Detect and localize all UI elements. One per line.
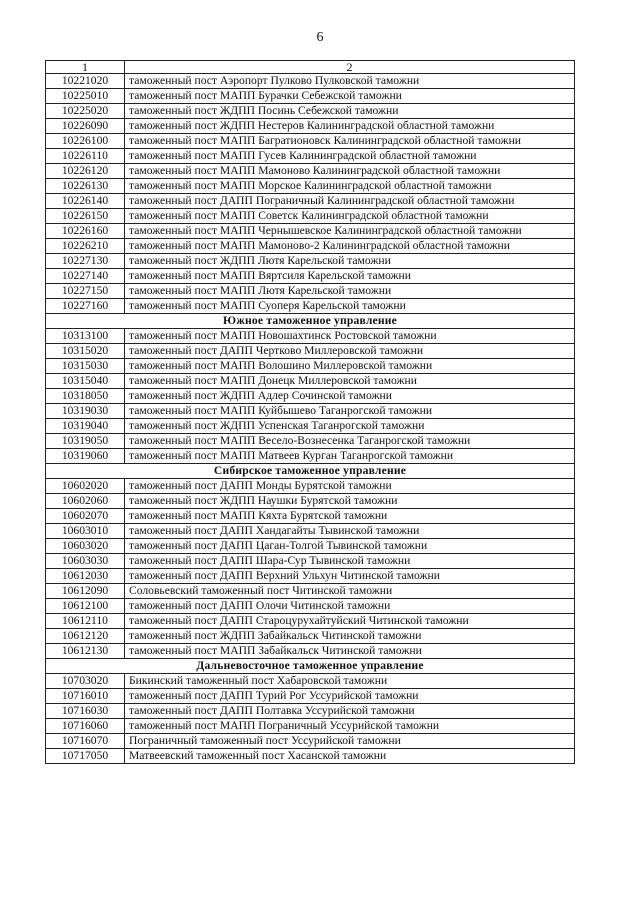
post-code-cell: 10315040 [46,374,125,389]
post-code-cell: 10313100 [46,329,125,344]
post-name-cell: таможенный пост МАПП Суоперя Карельской таможни [125,299,575,314]
post-code-cell: 10717050 [46,749,125,764]
table-row [46,164,575,179]
table-row [46,134,575,149]
post-name-cell: таможенный пост ДАПП Полтавка Уссурийской таможни [125,704,575,719]
post-name-cell: таможенный пост ДАПП Цаган-Толгой Тывинской таможни [125,539,575,554]
table-row [46,359,575,374]
post-name-cell: таможенный пост МАПП Матвеев Курган Таганрогской таможни [125,449,575,464]
post-code-cell: 10227140 [46,269,125,284]
post-code-cell: 10319030 [46,404,125,419]
post-name-cell: таможенный пост МАПП Мамоново Калининградской областной таможни [125,164,575,179]
post-code-cell: 10603020 [46,539,125,554]
post-name-cell: таможенный пост МАПП Багратионовск Калининградской областной таможни [125,134,575,149]
table-row [46,629,575,644]
post-name-cell: таможенный пост МАПП Куйбышево Таганрогской таможни [125,404,575,419]
post-name-cell: Пограничный таможенный пост Уссурийской таможни [125,734,575,749]
post-name-cell: таможенный пост ЖДПП Наушки Бурятской таможни [125,494,575,509]
table-row [46,644,575,659]
table-row [46,434,575,449]
table-row [46,689,575,704]
post-code-cell: 10226090 [46,119,125,134]
table-row [46,389,575,404]
post-name-cell: таможенный пост ДАПП Верхний Ульхун Читинской таможни [125,569,575,584]
page-number: 6 [316,30,324,45]
post-name-cell: Бикинский таможенный пост Хабаровской таможни [125,674,575,689]
section-title: Дальневосточное таможенное управление [46,659,575,674]
table-row [46,224,575,239]
post-code-cell: 10602060 [46,494,125,509]
table-row [46,719,575,734]
post-code-cell: 10612110 [46,614,125,629]
post-code-cell: 10319060 [46,449,125,464]
post-code-cell: 10226160 [46,224,125,239]
post-code-cell: 10226120 [46,164,125,179]
post-name-cell: таможенный пост ДАПП Чертково Миллеровской таможни [125,344,575,359]
post-code-cell: 10716070 [46,734,125,749]
post-name-cell: таможенный пост МАПП Весело-Вознесенка Таганрогской таможни [125,434,575,449]
table-row [46,299,575,314]
post-code-cell: 10716060 [46,719,125,734]
post-code-cell: 10227130 [46,254,125,269]
table-row [46,74,575,89]
table-row [46,149,575,164]
post-code-cell: 10225020 [46,104,125,119]
post-name-cell: таможенный пост ДАПП Пограничный Калининградской областной таможни [125,194,575,209]
table-row [46,704,575,719]
post-code-cell: 10226100 [46,134,125,149]
post-name-cell: таможенный пост МАПП Кяхта Бурятской таможни [125,509,575,524]
post-code-cell: 10603030 [46,554,125,569]
post-name-cell: таможенный пост МАПП Гусев Калининградской областной таможни [125,149,575,164]
customs-posts-table [45,60,575,764]
post-code-cell: 10226110 [46,149,125,164]
post-code-cell: 10315030 [46,359,125,374]
table-row [46,209,575,224]
table-row [46,104,575,119]
post-name-cell: таможенный пост МАПП Советск Калининградской областной таможни [125,209,575,224]
post-code-cell: 10318050 [46,389,125,404]
post-code-cell: 10602070 [46,509,125,524]
header-col-1: 1 [46,61,125,74]
post-name-cell: Матвеевский таможенный пост Хасанской таможни [125,749,575,764]
table-row [46,734,575,749]
table-row [46,329,575,344]
post-code-cell: 10319040 [46,419,125,434]
table-row [46,569,575,584]
table-row [46,509,575,524]
post-code-cell: 10716030 [46,704,125,719]
section-header-row [46,659,575,674]
table-row [46,194,575,209]
table-row [46,419,575,434]
table-row [46,749,575,764]
post-code-cell: 10226130 [46,179,125,194]
header-col-2: 2 [125,61,575,74]
post-code-cell: 10226210 [46,239,125,254]
post-name-cell: таможенный пост ЖДПП Адлер Сочинской таможни [125,389,575,404]
post-name-cell: таможенный пост ДАПП Турий Рог Уссурийской таможни [125,689,575,704]
post-name-cell: таможенный пост МАПП Волошино Миллеровской таможни [125,359,575,374]
post-code-cell: 10612130 [46,644,125,659]
table-row [46,539,575,554]
table-row [46,119,575,134]
table-row [46,89,575,104]
post-code-cell: 10319050 [46,434,125,449]
table-row [46,599,575,614]
table-row [46,449,575,464]
post-name-cell: таможенный пост ЖДПП Лютя Карельской таможни [125,254,575,269]
post-name-cell: таможенный пост МАПП Лютя Карельской таможни [125,284,575,299]
table-row [46,674,575,689]
post-code-cell: 10225010 [46,89,125,104]
table-row [46,239,575,254]
post-code-cell: 10612090 [46,584,125,599]
table-row [46,494,575,509]
post-name-cell: таможенный пост ДАПП Староцурухайтуйский Читинской таможни [125,614,575,629]
post-code-cell: 10612030 [46,569,125,584]
post-code-cell: 10602020 [46,479,125,494]
post-name-cell: таможенный пост МАПП Пограничный Уссурийской таможни [125,719,575,734]
post-code-cell: 10315020 [46,344,125,359]
table-row [46,554,575,569]
post-code-cell: 10227160 [46,299,125,314]
table-row [46,254,575,269]
post-name-cell: таможенный пост ЖДПП Забайкальск Читинской таможни [125,629,575,644]
table-row [46,404,575,419]
post-name-cell: таможенный пост ЖДПП Успенская Таганрогской таможни [125,419,575,434]
table-row [46,479,575,494]
table-row [46,584,575,599]
post-code-cell: 10716010 [46,689,125,704]
table-row [46,269,575,284]
post-code-cell: 10226140 [46,194,125,209]
post-code-cell: 10603010 [46,524,125,539]
section-header-row [46,464,575,479]
post-name-cell: таможенный пост МАПП Новошахтинск Ростовской таможни [125,329,575,344]
post-code-cell: 10612120 [46,629,125,644]
table-row [46,344,575,359]
post-code-cell: 10612100 [46,599,125,614]
post-name-cell: таможенный пост ДАПП Хандагайты Тывинской таможни [125,524,575,539]
post-name-cell: таможенный пост ЖДПП Посинь Себежской таможни [125,104,575,119]
table-row [46,524,575,539]
table-row [46,284,575,299]
post-name-cell: таможенный пост ДАПП Шара-Сур Тывинской таможни [125,554,575,569]
post-code-cell: 10703020 [46,674,125,689]
post-code-cell: 10221020 [46,74,125,89]
post-name-cell: таможенный пост МАПП Вяртсиля Карельской таможни [125,269,575,284]
post-code-cell: 10226150 [46,209,125,224]
table-row [46,179,575,194]
post-name-cell: Соловьевский таможенный пост Читинской таможни [125,584,575,599]
post-name-cell: таможенный пост МАПП Морское Калининградской областной таможни [125,179,575,194]
table-row [46,614,575,629]
post-name-cell: таможенный пост ЖДПП Нестеров Калининградской областной таможни [125,119,575,134]
post-name-cell: таможенный пост Аэропорт Пулково Пулковской таможни [125,74,575,89]
table-body [46,61,575,764]
post-name-cell: таможенный пост МАПП Чернышевское Калининградской областной таможни [125,224,575,239]
section-title: Южное таможенное управление [46,314,575,329]
post-name-cell: таможенный пост МАПП Забайкальск Читинской таможни [125,644,575,659]
post-name-cell: таможенный пост ДАПП Олочи Читинской таможни [125,599,575,614]
post-name-cell: таможенный пост МАПП Мамоново-2 Калининградской областной таможни [125,239,575,254]
section-header-row [46,314,575,329]
section-title: Сибирское таможенное управление [46,464,575,479]
post-name-cell: таможенный пост МАПП Бурачки Себежской таможни [125,89,575,104]
table-header-row [46,61,575,74]
post-name-cell: таможенный пост МАПП Донецк Миллеровской таможни [125,374,575,389]
table-row [46,374,575,389]
post-code-cell: 10227150 [46,284,125,299]
post-name-cell: таможенный пост ДАПП Монды Бурятской таможни [125,479,575,494]
